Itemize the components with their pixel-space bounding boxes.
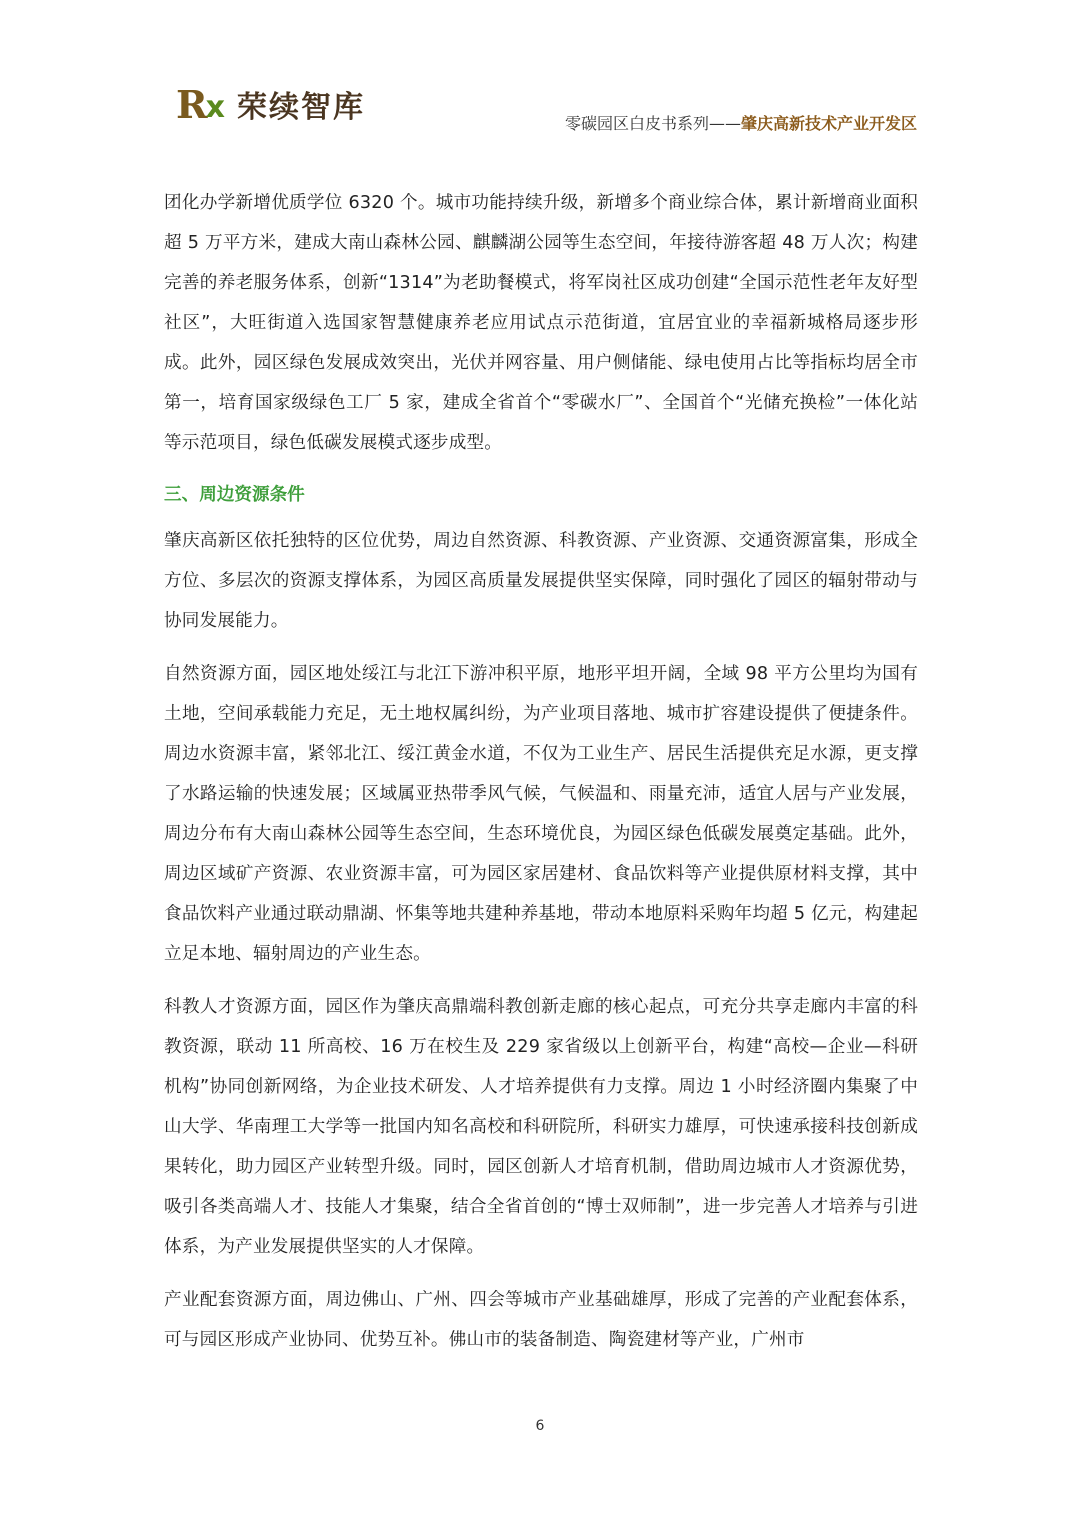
paragraph-overview: 肇庆高新区依托独特的区位优势，周边自然资源、科教资源、产业资源、交通资源富集，形成全方位、多层次的资源支撑体系，为园区高质量发展提供坚实保障，同时强化了园区的辐射带动与协同发展能力。 bbox=[164, 531, 918, 631]
series-accent: 肇庆高新技术产业开发区 bbox=[740, 114, 917, 133]
paragraph-natural-resources: 自然资源方面，园区地处绥江与北江下游冲积平原，地形平坦开阔，全域 98 平方公里均为国有土地，空间承载能力充足，无土地权属纠纷，为产业项目落地、城市扩容建设提供了便捷条件。周边水资源丰富，紧邻北江、绥江黄金水道，不仅为工业生产、居民生活提供充足水源，更支撑了水路运输的快速发展；区域属亚热带季风气候，气候温和、雨量充沛，适宜人居与产业发展，周边分布有大南山森林公园等生态空间，生态环境优良，为园区绿色低碳发展奠定基础。此外，周边区域矿产资源、农业资源丰富，可为园区家居建材、食品饮料等产业提供原材料支撑，其中食品饮料产业通过联动鼎湖、怀集等地共建种养基地，带动本地原料采购年均超 5 亿元，构建起立足本地、辐射周边的产业生态。 bbox=[164, 664, 918, 964]
logo bbox=[176, 82, 365, 126]
logo-mark-icon bbox=[176, 83, 225, 125]
logo-mark-r: R bbox=[176, 82, 208, 127]
paragraph-industry-resources: 产业配套资源方面，周边佛山、广州、四会等城市产业基础雄厚，形成了完善的产业配套体系，可与园区形成产业协同、优势互补。佛山市的装备制造、陶瓷建材等产业，广州市 bbox=[164, 1290, 918, 1350]
logo-text: 荣续智库 bbox=[236, 90, 365, 125]
paragraph-talent-resources: 科教人才资源方面，园区作为肇庆高鼎端科教创新走廊的核心起点，可充分共享走廊内丰富的科教资源，联动 11 所高校、16 万在校生及 229 家省级以上创新平台，构建“高校—企业—科研机构”协同创新网络，为企业技术研发、人才培养提供有力支撑。周边 1 小时经济圈内集聚了中山大学、华南理工大学等一批国内知名高校和科研院所，科研实力雄厚，可快速承接科技创新成果转化，助力园区产业转型升级。同时，园区创新人才培育机制，借助周边城市人才资源优势，吸引各类高端人才、技能人才集聚，结合全省首创的“博士双师制”，进一步完善人才培养与引进体系，为产业发展提供坚实的人才保障。 bbox=[164, 997, 918, 1257]
series-title bbox=[565, 111, 917, 134]
section-title: 三、周边资源条件 bbox=[164, 485, 305, 505]
document-body bbox=[164, 183, 918, 1360]
logo-mark-x: x bbox=[205, 90, 225, 125]
series-prefix: 零碳园区白皮书系列—— bbox=[564, 114, 741, 133]
paragraph-intro: 团化办学新增优质学位 6320 个。城市功能持续升级，新增多个商业综合体，累计新增商业面积超 5 万平方米，建成大南山森林公园、麒麟湖公园等生态空间，年接待游客超 48 万人次；构建完善的养老服务体系，创新“1314”为老助餐模式，将军岗社区成功创建“全国示范性老年友好型社区”，大旺街道入选国家智慧健康养老应用试点示范街道，宜居宜业的幸福新城格局逐步形成。此外，园区绿色发展成效突出，光伏并网容量、用户侧储能、绿电使用占比等指标均居全市第一，培育国家级绿色工厂 5 家，建成全省首个“零碳水厂”、全国首个“光储充换检”一体化站等示范项目，绿色低碳发展模式逐步成型。 bbox=[164, 193, 918, 453]
page-number: 6 bbox=[535, 1418, 545, 1434]
